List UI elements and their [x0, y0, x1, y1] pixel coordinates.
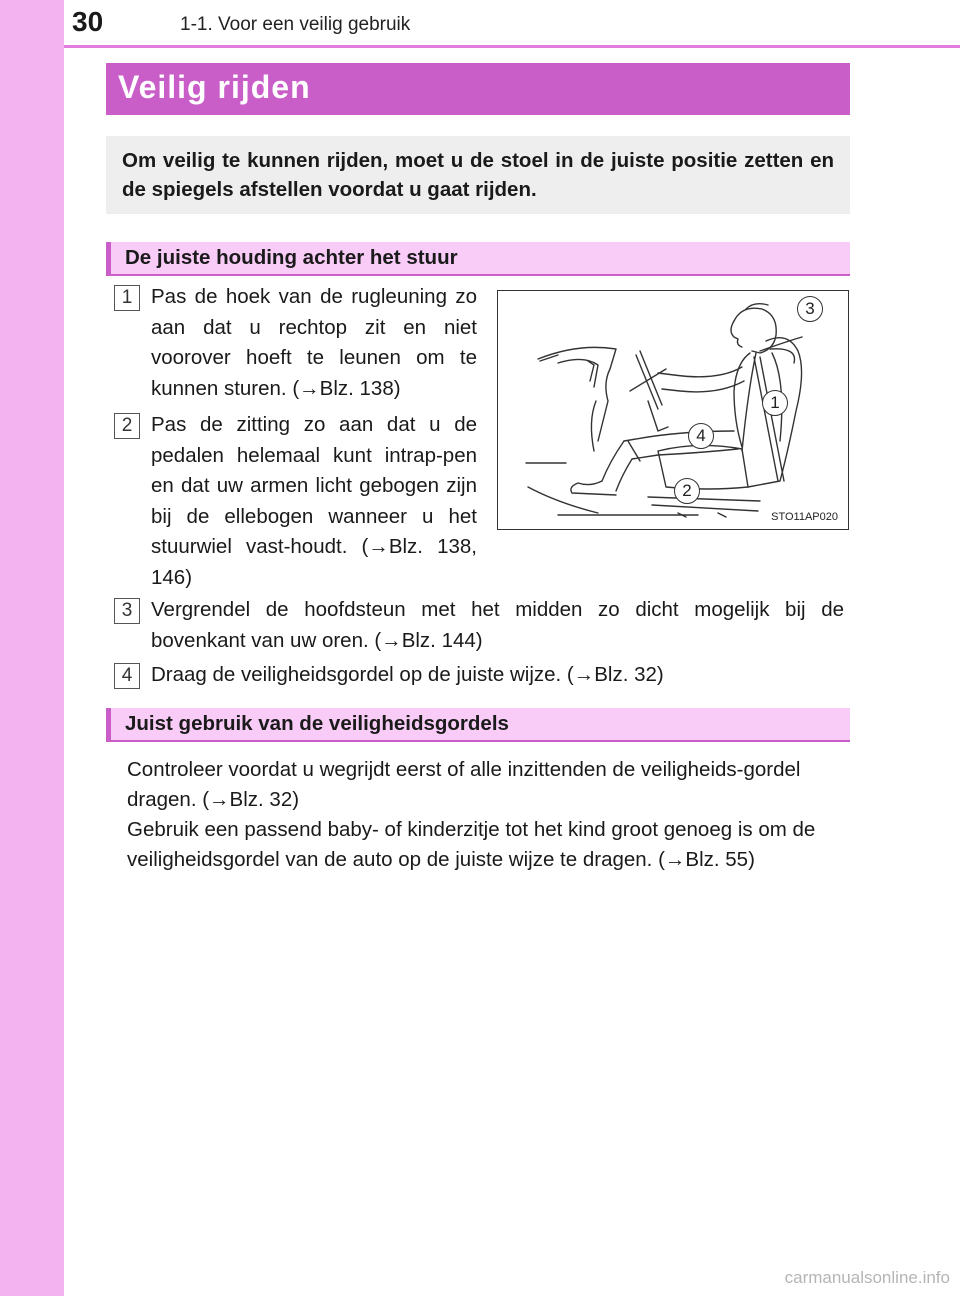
driver-seating-position-icon: [498, 291, 848, 529]
item-number-2: 2: [114, 413, 140, 439]
watermark: carmanualsonline.info: [784, 1268, 950, 1287]
driver-seating-position-illustration: [497, 290, 849, 530]
page-title-bar: [106, 63, 850, 115]
paragraph-child-seat: Gebruik een passend baby- of kinderzitje tot het kind groot genoeg is om de veiligheidsgordel van de auto op de juiste wijze te dragen. (→Blz. 55): [127, 818, 816, 871]
item-text-3: Vergrendel de hoofdsteun met het midden zo dicht mogelijk bij de bovenkant van uw oren. (→Blz. 144): [151, 598, 844, 652]
figure-label-3: 3: [797, 296, 823, 322]
page-number: 30: [72, 6, 104, 37]
item-text-1: Pas de hoek van de rugleuning zo aan dat u rechtop zit en niet voorover hoeft te leunen om te kunnen sturen. (→Blz. 138): [151, 285, 477, 400]
page-title: Veilig rijden: [118, 69, 311, 105]
section-heading-posture: [106, 242, 850, 276]
section-heading-seatbelts: [106, 708, 850, 742]
item-number-1: 1: [114, 285, 140, 311]
intro-text: Om veilig te kunnen rijden, moet u de stoel in de juiste positie zetten en de spiegels afstellen voordat u gaat rijden.: [122, 149, 834, 201]
item-text-4: Draag de veiligheidsgordel op de juiste wijze. (→Blz. 32): [151, 663, 664, 686]
section-heading-text: De juiste houding achter het stuur: [125, 246, 458, 269]
side-strip: [0, 0, 64, 1296]
figure-label-1: 1: [762, 390, 788, 416]
section-heading-text: Juist gebruik van de veiligheidsgordels: [125, 712, 509, 735]
intro-box: [106, 136, 850, 214]
figure-label-4: 4: [688, 423, 714, 449]
paragraph-seatbelt-check: Controleer voordat u wegrijdt eerst of alle inzittenden de veiligheids-gordel dragen. (→Blz. 32): [127, 758, 801, 811]
header-divider: [64, 45, 960, 48]
figure-label-2: 2: [674, 478, 700, 504]
item-number-3: 3: [114, 598, 140, 624]
item-text-2: Pas de zitting zo aan dat u de pedalen helemaal kunt intrap-pen en dat uw armen licht gebogen zijn bij de ellebogen wanneer u het stuurwiel vast-houdt. (→Blz. 138, 146): [151, 413, 477, 589]
section-header: 1-1. Voor een veilig gebruik: [180, 14, 411, 35]
figure-code: STO11AP020: [771, 511, 838, 523]
item-number-4: 4: [114, 663, 140, 689]
